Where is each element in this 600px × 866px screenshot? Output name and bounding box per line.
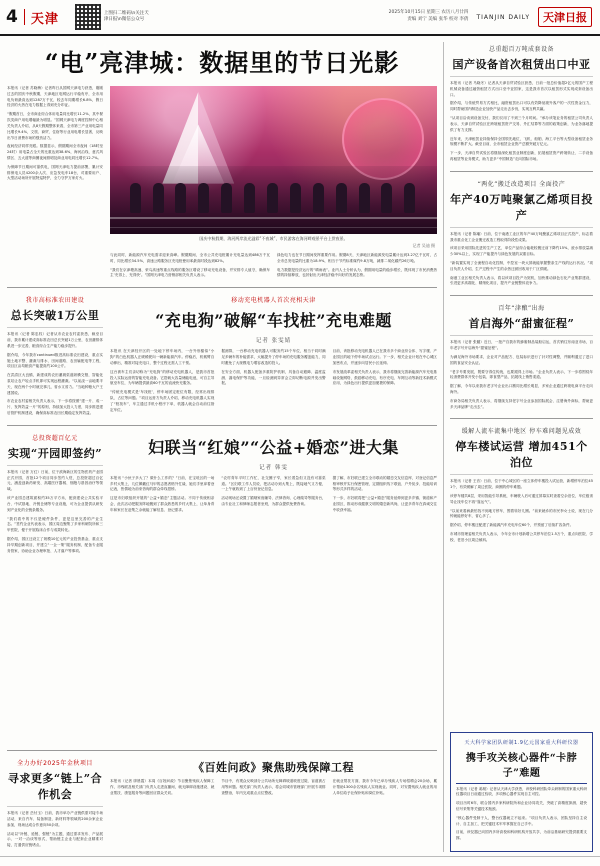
paragraph: 项目历时6年，联合国内多家科研院所和企业协同攻关，突破了高精度探测、超快信号采集等关键技术瓶颈。 (456, 801, 587, 811)
paragraph: 这台被车主们亲切称为“充电狗”的移动充电机器人，是我市首批投入实际运营的智能充电设备。它搭载大容量储能电池，可自主导航至车位，为车辆提供最高60千瓦的直流快充服务。 (110, 369, 215, 386)
paragraph: “新装置实现了全流程自动化控制，中控室一块大屏就能掌握整条生产线的运行状况。”项目负责人介绍，生产过程中产生的余热还被回收用于厂区供暖。 (450, 261, 593, 271)
paragraph: 为保障节日期间可靠供电，国网天津电力提前部署，累计安排保电人员4200余人次、应急发电车18台，对重要用户、大型活动场所开展特巡特护，全力守护万家灯火。 (7, 164, 103, 181)
paragraph: 目前，该仪器已向国内多所高校和科研机构开放共享，为前沿基础研究提供重要支撑。 (456, 830, 587, 841)
divider (456, 783, 587, 784)
matchmaker-cols (110, 476, 437, 517)
article-matchmaker (110, 431, 437, 558)
paragraph: 本报讯（记者 张璐）近日，一批产自我市的蜂蜜制品装船启运，首次销往东南亚市场，百年老字号开启海外“甜蜜征程”。 (450, 340, 593, 351)
divider (7, 806, 103, 807)
byline: 记者 韩雯 (259, 464, 288, 471)
lead-photo-wrap (110, 86, 437, 249)
paragraph: 下一步，市妇联将把“公益+婚恋”服务延伸到更多乡镇、街道和产业园区，推动形成健康文明的婚恋新风尚，让更多青年在真诚交往中收获幸福。 (332, 496, 437, 512)
page-footer-rule (0, 856, 600, 857)
lead-text-col-b (277, 253, 437, 282)
article-headline: 实现“开园即签约” (7, 446, 103, 460)
byline: 记者 张雯婧 (255, 338, 292, 345)
article-pvc (450, 177, 593, 291)
lead-photo-block (110, 86, 437, 282)
section-rule (7, 750, 437, 751)
issue-editors: 责编 刘宁 美编 张华 校对 李倩 (407, 17, 469, 22)
text-col (333, 476, 437, 517)
section-rule (450, 171, 593, 172)
article-headline: 《百姓问政》聚焦助残保障工程 (193, 761, 354, 775)
text-col (221, 779, 325, 799)
paragraph: 这是市妇联组织开展的“公益+婚恋”主题活动。不同于传统相亲会，此次活动把服务阵地搬到了群众熟悉的乡村大集上，让单身青年和家长在赶集之余就能了解信息、登记需求。 (110, 496, 215, 512)
band-two (7, 293, 437, 420)
paragraph: 据测算，一台移动充电机器人可服务约15个车位，相当于同时满足多辆车的补能需求，大幅提升了停车场的充电服务覆盖能力，同时避免了大规模电力增容改造的投入。 (221, 349, 326, 365)
photo-caption: 国庆中秋假期，海河两岸流光溢彩“不夜城”，市民游客在海河畔观景平台上赏夜景。 (199, 236, 348, 241)
paragraph: “农村青年平时工作忙，社交圈子窄，家长着急但又没有可靠渠道。”区妇联工作人员说，把活动办到大集上，既接地气又方便，一上午就收到了上百份登记信息。 (221, 475, 326, 492)
paragraph: 市城市管理委相关负责人表示，今年全市计划新增公共停车泊位1.5万个，重点向医院、学校、老旧小区周边倾斜。 (450, 532, 593, 542)
divider (450, 335, 593, 336)
text-col (110, 476, 214, 517)
livelihood-cols (110, 779, 437, 799)
paragraph: 本报讯（记者 王音）日前，位于中心城区的一座立体停车楼投入试运营，新增停车泊位451个，有效缓解了周边医院、商圈的停车难题。 (450, 479, 593, 490)
kicker: 移动充电机器人首次亮相天津 (231, 297, 316, 305)
paragraph: 据介绍，园区还设立了规模10亿元的产业投资基金，重点支持早期创新项目，并建立“一企一策”服务机制，配备专业服务管家，协助企业办理审批、人才落户等事项。 (7, 536, 103, 553)
divider (7, 465, 103, 466)
paragraph: 据介绍，今年我市continued推进高标准农田建设，重点实施土地平整、灌溉与排水、田间道路、农田输配电等工程，项目区亩均粮食产能提高约100公斤。 (7, 352, 103, 369)
paper-logo: 天津日报 (538, 7, 592, 27)
paragraph: 该项目采用国际先进的生产工艺，单位产品综合能耗较搬迁前下降约15%，废水排放量减少30%以上，实现了产能提升与绿色发展的双重目标。 (450, 246, 593, 257)
band-three (7, 431, 437, 558)
paragraph: 据了解，今年以来我市老字号企业出口额同比增长明显，多家企业通过跨境电商平台走向海外。 (450, 384, 593, 394)
kicker: “两化”搬迁改造项目 全面投产 (477, 180, 566, 188)
lead-text-right-cols (110, 253, 437, 282)
kicker: 天大科学家团队研制1.9亿元国家重大科研仪器 (464, 739, 579, 746)
paragraph: 活动以“补链、延链、强链”为主题，通过需求发布、产品展示、一对一洽谈等形式，帮助链主企业与配套企业精准对接，打通供应链堵点。 (7, 831, 103, 848)
paragraph: 本报讯（记者 陈璠）日前，位于南港工业区的年产40万吨聚氯乙烯项目正式投产，标志着我市重点化工企业搬迁改造工程取得阶段性成果。 (450, 231, 593, 242)
text-col (333, 779, 437, 799)
paragraph: 市商务局相关负责人表示，将继续支持老字号企业参加国际展会、注册海外商标，帮助更多天津品牌“走出去”。 (450, 398, 593, 409)
article-headline: “充电狗”破解“车找桩”充电难题 (155, 311, 392, 331)
paragraph: “从项目洽谈到设备交付，我们仅用了不到三个月时间。”承办该笔业务的租赁公司负责人表示，天津自贸试验区在跨境租赁资产交易、外汇结算等方面的政策创新，为业务落地提供了有力支撑。 (450, 116, 593, 132)
article-headline: 寻求更多“链上”合作机会 (7, 772, 103, 802)
article-headline: 停车楼试运营 增加451个泊位 (455, 440, 588, 470)
section-rule (7, 425, 437, 426)
right-spacer (450, 547, 593, 726)
paragraph: 本报讯（记者 岳付玉）日前，我市举办产业链供需对接专场活动，来自汽车、装备制造、新材料等领域的200余家企业参加，现场达成合作意向50余项。 (7, 811, 103, 827)
paragraph: 本报讯 “小伙子多大了？做什么工作的？”日前，在宝坻区的一场乡村大集上，几位佩戴红马甲的志愿者格外忙碌，她们手里拿着登记表，热情地为前来咨询的群众牵线搭桥。 (110, 475, 215, 492)
section-rule (450, 295, 593, 296)
paragraph: 据了解，市妇联已建立全市联动的婚恋交友信息库，对登记信息严格审核并实行保密管理，定期组织线下联谊、户外徒步、技能培训等形式多样的活动。 (332, 475, 437, 492)
paragraph: “我们在京津塘高速、荣乌高速等重点线路的服务区增设了移动充电设备，并安排专人值守，确保车主‘充得上、充得快’。”国网天津电力营销部相关负责人表示。 (110, 267, 270, 278)
page-body (0, 36, 600, 852)
paragraph: 为满足海外市场要求，企业对产品配方、包装标识进行了针对性调整，并顺利通过了进口国的食品安全认证。 (450, 354, 593, 365)
lead-headline: “电”亮津城：数据里的节日光影 (44, 48, 400, 77)
divider (450, 474, 593, 475)
section-name: 天津 (30, 11, 59, 27)
paragraph: 据介绍，与传统贸易方式相比，融资租赁出口可以有效降低境外客户的一次性资金压力，同时帮助国内制造企业加快产品走出去步伐，实现互利共赢。 (450, 101, 593, 112)
boxed-article (450, 732, 593, 853)
lead-article (7, 86, 437, 282)
paragraph: 本报讯（记者 万红）日前，位于滨海新区的生物医药产业园正式开园，首批12个项目同步签约入驻，总投资超过百亿元，涵盖创新药研发、高端医疗器械、细胞与基因治疗等领域。 (7, 469, 103, 492)
divider (450, 76, 593, 77)
paragraph: 本报讯 在天津经开区的一处地下停车场内，一台外形酷似“小狗”的白色机器人正缓缓驶向一辆新能源汽车。停稳后，机械臂自动伸出，精准对接充电口，整个过程无需人工干预。 (110, 349, 215, 365)
photo-credit: 记者 吴迪 摄 (412, 243, 435, 248)
paragraph: 目前，该批移动充电机器人已在我市多个商业综合体、写字楼、产业园区的地下停车场试点运行。下一步，相关企业计划在中心城区加密布点，并逐步向居民小区延伸。 (332, 349, 437, 365)
paragraph: 在安全方面，机器人配备多重防护机制，具备自动避障、温度监测、漏电保护等功能，一旦检测到异常会立即切断电源并发出警报。 (221, 369, 326, 386)
paragraph: 该产业园总建筑面积约35万平方米，配套建设公共实验平台、中试基地、冷链仓储等专业设施，可为企业提供从研发到产业化的全链条服务。 (7, 496, 103, 512)
article-headline: 总长突破1万公里 (10, 309, 100, 323)
text-col (110, 779, 214, 799)
divider (450, 227, 593, 228)
page-number: 4 (6, 6, 18, 27)
paragraph: 与此同时，新能源汽车充电需求迎来高峰。假期期间，全市公共充电桩累计充电量达到486万千瓦时，同比增长34.5%，高速公路服务区充电桩使用率最高时段达到82%。 (110, 253, 270, 263)
paragraph: “假期首日，全市商业综合体用电量同比增长11.2%，其中餐饮类商户用电增幅最为明显。”国网天津电力调度控制中心相关负责人介绍，从8天假期整体来看，全市第三产业用电量同比增长9.4%，文旅、商贸、住宿等行业用电增长显著，反映出节日消费市场的强劲活力。 (7, 112, 103, 140)
article-biotech (7, 431, 103, 558)
issue-info (389, 10, 469, 24)
paragraph: “我们看中的不仅是硬件条件，更是这里完善的产业生态。”签约企业代表表示，园区周边聚集了多家科研院所和三甲医院，便于开展临床合作与成果转化。 (7, 516, 103, 533)
kicker: 总重超百万吨成套设备 (488, 46, 554, 53)
qr-caption: 上图扫二维码\n关注天津日报\n微信公众号 (103, 10, 149, 22)
photo-railing (110, 217, 437, 219)
paragraph: 据介绍，停车楼还配建了新能源汽车充电车位60个，并预留了后续扩容条件。 (450, 523, 574, 528)
kicker: 全力办好2025年金秋项目 (17, 760, 93, 768)
article-headline: 年产40万吨聚氯乙烯项目投产 (450, 192, 593, 222)
lead-text-left (7, 86, 103, 282)
paragraph: 节目中，有观众反映部分公共场所无障碍坡道坡度过陡、盲道被占用等问题。相关部门负责人表示，将会同城市管理部门开展专项排查整治，年内完成重点点位整改。 (221, 779, 326, 795)
right-column (443, 42, 593, 852)
article-parking (450, 424, 593, 546)
paragraph: 本报讯（记者 苏晓梅）记者昨日从国网天津电力获悉，刚刚过去的国庆中秋假期，天津地区电网运行平稳有序，全市用电负荷最高达到1287万千瓦，较去年同期增长6.8%，假日经济的火热在电力数据上得到充分印证。 (7, 86, 103, 108)
text-col (221, 349, 325, 416)
article-headline: 国产设备首次租赁出口中亚 (452, 58, 591, 71)
photo-people (110, 163, 437, 213)
masthead-divider (24, 9, 25, 25)
article-charging-dog (110, 293, 437, 420)
photo-railing-2 (110, 227, 437, 228)
kicker: 缓解人流车流集中地区 停车难问题见成效 (461, 428, 582, 436)
paper-pinyin: TIANJIN DAILY (476, 13, 530, 21)
paragraph: 本报讯（记者 马晓冬）记者从天津自贸试验区获悉，日前一批总价值超2亿元的国产工程机械设备通过融资租赁方式出口至中亚国家，这是我市首次以租赁形式实现成套设备出口。 (450, 81, 593, 97)
paragraph: “传统充电模式是‘车找桩’，停车场固定桩位有限，经常出现排队、占位等问题。”项目运营方负责人介绍，移动充电机器人实现了“桩找车”，车主通过手机小程序下单，机器人就会自动前往指定车位。 (110, 390, 215, 412)
article-honey (450, 301, 593, 413)
article-headline: 携手攻关核心器件“卡脖子”难题 (465, 752, 578, 779)
lead-photo (110, 86, 437, 234)
paragraph: 该停车楼共8层，采用智能引导系统，车辆驶入后可通过屏幕实时查看空余泊位，车位级诱导让找车位不再“靠运气”。 (450, 494, 593, 504)
lead-text-col-a (110, 253, 270, 282)
divider (7, 327, 103, 328)
qr-code-icon[interactable] (75, 4, 101, 30)
kicker: 总投资超百亿元 (32, 434, 78, 442)
charging-dog-cols (110, 349, 437, 416)
paragraph: “以前来看病最怕找不到地方停车，围着转好几圈。”前来就诊的市民李女士说，现在几分钟就能停好车，省心多了。 (450, 508, 593, 519)
paragraph: “核心器件受制于人，整台仪器就立不起来。”项目负责人表示，团队坚持自主设计、自主加工，把关键技术牢牢掌握在自己手中。 (456, 815, 587, 826)
paragraph: 本报讯（记者 廖晨霞）本周《百姓问政》节目聚焦残疾人保障工作，市残联及相关部门负责人走进直播间，就无障碍设施建设、就业帮扶、康复服务等问题回应群众关切。 (110, 779, 215, 795)
paragraph: 夜间经济同样亮眼。数据显示，假期期间全市夜间（18时至24时）用电量占全天的比重达到38.6%，海河沿线、意式风情区、五大道等商圈夜间照明及商业用电同比增长12.7%。 (7, 144, 103, 160)
article-cooperation (7, 756, 103, 852)
article-headline: 首启海外“甜蜜征程” (468, 317, 575, 331)
paragraph: 绿色电力也在节日期间发挥重要作用。假期8天，天津地区新能源发电量累计达到3.27亿千瓦时，占全市总发电量的比重为18.9%，相当于节约标准煤约9.8万吨，减排二氧化碳约26万吨。 (277, 253, 437, 263)
paragraph: “老字号要发展，既要守得住传统，也要跟得上市场。”企业负责人表示，下一步将围绕年轻消费群体开发小包装、即食型产品，拓展线上销售渠道。 (450, 369, 593, 380)
band-four (7, 756, 437, 852)
article-livelihood (110, 756, 437, 852)
paragraph: 活动现场还设置了婚姻家庭辅导、法律咨询、心理疏导等服务台，由专业社工和律师志愿者坐班，为群众提供免费咨询。 (221, 496, 326, 507)
section-rule (450, 418, 593, 419)
paragraph: 市发展改革委相关负责人表示，我市将继续完善新能源汽车充电基础设施网络，鼓励移动充电、有序充电、车网互动等新技术新模式应用，为绿色出行提供更加便捷的保障。 (332, 369, 437, 386)
paragraph: 南港工业区相关负责人表示，将以该项目投产为契机，加快推动绿色石化产业集群建设，引进更多高端化、精细化项目，提升产业链整体竞争力。 (450, 275, 593, 286)
article-export (450, 42, 593, 166)
paragraph: 市农业农村委相关负责人表示，下一步将按照“建一片、成一片、发挥效益一片”的原则，持续加大投入力度，同步推进建后管护机制建设，确保高标准农田长期稳定发挥效益。 (7, 399, 103, 415)
paragraph: 近年来，天津租赁业持续保持全国领先地位，飞机、船舶、海工平台等大型设备租赁业务规模不断扩大。截至目前，全市租赁企业资产总额突破万亿元。 (450, 136, 593, 147)
kicker: 我市高标准农田建设 (25, 297, 85, 305)
main-column (7, 42, 437, 852)
paragraph: 下一步，天津自贸试验区将继续深化租赁业制度创新，拓展租赁资产跨境转让、二手设备再租赁等业务模式，助力更多“中国制造”走向国际市场。 (450, 151, 593, 161)
masthead-right (389, 7, 592, 27)
paragraph: 在就业帮扶方面，我市今年已举办残疾人专场招聘会20余场，累计帮助1300余名残疾人实现就业。同时，对安置残疾人就业的用人单位给予社保补贴和岗位补贴。 (332, 779, 437, 795)
article-headline: 妇联当“红娘”“公益+婚恋”进大集 (148, 437, 399, 457)
article-mileage (7, 293, 103, 420)
masthead (0, 0, 600, 36)
paragraph: 本报讯（记者 陈忠权）记者从市农业农村委获悉，截至目前，我市累计建成高标准农田总长突破1万公里，农田灌排体系进一步完善，粮食综合生产能力稳步提升。 (7, 332, 103, 348)
issue-date: 2025年10月15日 星期三 农历八月廿四 (388, 10, 469, 16)
paragraph: 电力数据是经济运行的“晴雨表”。业内人士分析认为，假期用电量的稳步增长，既体现了市民消费热情的持续释放，也折射出天津经济稳中向好的发展态势。 (277, 267, 437, 278)
paragraph: 在武清区大良镇，新建成的农田灌溉渠道纵横交错，智能化泵站让农户轻点手机即可实现远程灌溉。“以前浇一亩地要半天，现在两个小时就完事儿，省水又省力。”当地种粮大户王建国说。 (7, 373, 103, 395)
paragraph: 本报讯（记者 姜凝）记者从天津大学获悉，该校科研团队牵头研制的国家重大科研仪器项目日前通过验收，多项核心器件实现自主可控。 (456, 786, 587, 797)
kicker: 百年“津酿”出海 (498, 305, 545, 313)
text-col (110, 349, 214, 416)
main-spacer (7, 557, 437, 745)
section-rule (7, 287, 437, 288)
text-col (333, 349, 437, 416)
text-col (221, 476, 325, 517)
